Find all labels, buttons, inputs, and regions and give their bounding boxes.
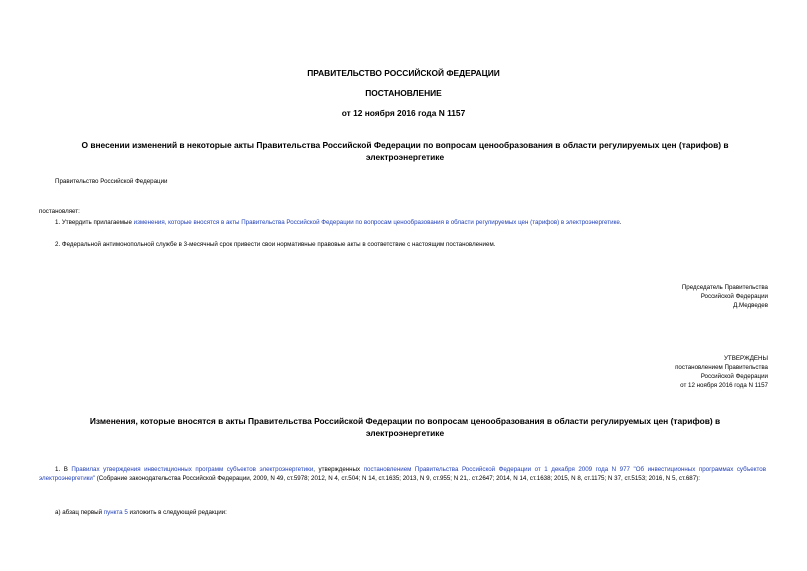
signature-line-1: Председатель Правительства [681,284,768,291]
item-1-suffix: . [619,219,622,226]
point-5-link[interactable]: пункта 5 [103,509,128,516]
changes-title: Изменения, которые вносятся в акты Правительства Российской Федерации по вопросам ценообразования в области регулируемых цен (тарифов) в электроэнергетике [89,416,721,438]
date-number-heading: от 12 ноября 2016 года N 1157 [341,108,466,118]
paragraph-2-start: а) абзац первый [55,509,104,516]
paragraph-1-end: (Собрание законодательства Российской Федерации, 2009, N 49, ст.5978; 2012, N 4, ст.504; N 14, ст.1635; 2013, N 9, ст.955; N 21,. ст.2647; 2014, N 14, ст.1638; 2015, N 8, ст.1175; N 37, ст.5153; 2016, N 5, ст.687): [95,475,700,482]
document-title: О внесении изменений в некоторые акты Правительства Российской Федерации по вопросам ценообразования в области регулируемых цен (тарифов) в электроэнергетике [81,140,729,162]
signature-line-3: Д.Медведев [733,302,768,309]
approval-line-4: от 12 ноября 2016 года N 1157 [680,382,768,389]
paragraph-2-end: изложить в следующей редакции: [127,509,227,516]
paragraph-1-mid: , утвержденных [313,466,364,473]
paragraph-1-start: 1. В [55,466,72,473]
intro-text: Правительство Российской Федерации [55,178,168,185]
rules-link[interactable]: Правилах утверждения инвестиционных программ субъектов электроэнергетики [71,466,314,473]
signature-block [468,283,768,310]
approval-line-1: УТВЕРЖДЕНЫ [724,355,768,362]
item-2: 2. Федеральной антимонопольной службе в 3-месячный срок привести свои нормативные правовые акты в соответствие с настоящим постановлением. [55,241,496,248]
item-1 [55,218,755,227]
changes-link[interactable]: изменения, которые вносятся в акты Правительства Российской Федерации по вопросам ценообразования в области регулируемых цен (тарифов) в электроэнергетике [133,219,620,226]
approval-line-3: Российской Федерации [700,373,768,380]
decides-text: постановляет: [39,208,80,215]
approval-block [468,354,768,390]
doc-type-heading: ПОСТАНОВЛЕНИЕ [365,88,442,98]
government-heading: ПРАВИТЕЛЬСТВО РОССИЙСКОЙ ФЕДЕРАЦИИ [307,68,500,78]
signature-line-2: Российской Федерации [700,293,768,300]
resolution-977-link[interactable]: постановлением Правительства Российской Федерации от 1 декабря 2009 года N 977 "Об инвестиционных программах субъектов электроэнергетики" [39,466,766,482]
approval-line-2: постановлением Правительства [675,364,768,371]
changes-paragraph-1 [39,465,766,483]
item-1-prefix: 1. Утвердить прилагаемые [55,219,134,226]
changes-paragraph-2 [55,508,227,517]
